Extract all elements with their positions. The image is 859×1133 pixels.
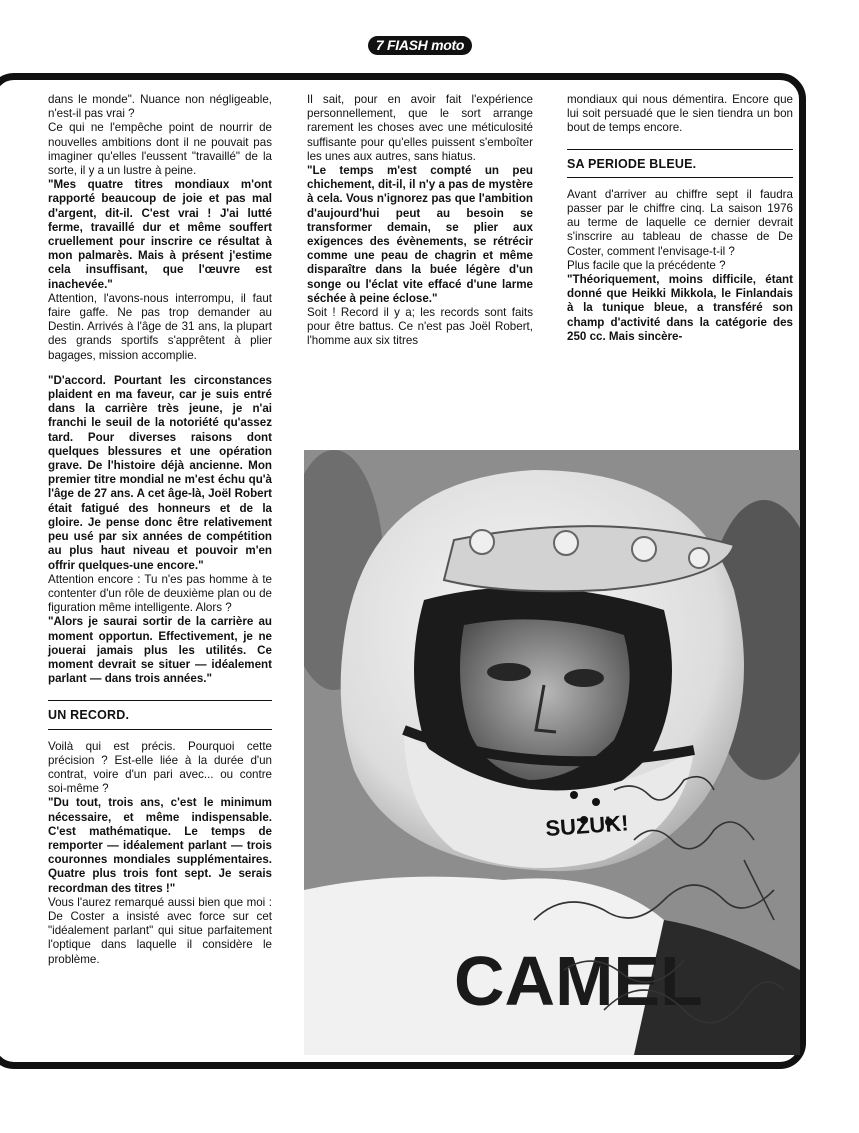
quote-paragraph: "Le temps m'est compté un peu chichement, dit-il, il n'y a pas de mystère à cela. Vous n'ignorez pas que l'ambition d'aujourd'hui peut au besoin se transformer demain, se plier aux exigences des évènements, se rétrécir comme une peau de chagrin et même disparaître dans la buée légère d'un songe ou l'éclat vite effacé d'une larme séchée à peine éclose." (307, 164, 533, 305)
quote-paragraph: "Du tout, trois ans, c'est le minimum nécessaire, et même indispensable. C'est mathématique. Le temps de remporter — idéalement parlant — trois couronnes mondiales supplémentaires. Quatre plus trois font sept. Je serais recordman des titres !" (48, 796, 272, 895)
quote-paragraph: "Mes quatre titres mondiaux m'ont rapporté beaucoup de joie et pas mal d'argent, dit-il. C'est vrai ! J'ai lutté ferme, travaillé dur et même souffert cruellement pour inscrire ce résultat à mon palmarès. Mais à présent j'estime cela insuffisant, que l'œuvre est inachevée." (48, 178, 272, 291)
section-heading: UN RECORD. (48, 700, 272, 729)
paragraph: Vous l'aurez remarqué aussi bien que moi : De Coster a insisté avec force sur cet "idéalement parlant" qui situe parfaitement l'optique dans laquelle il considère le problème. (48, 895, 272, 966)
quote-paragraph: "Théoriquement, moins difficile, étant donné que Heikki Mikkola, le Finlandais à la tunique bleue, a transféré son champ d'activité dans la catégorie des 250 cc. Mais sincère- (567, 273, 793, 343)
text-column-1 (48, 93, 272, 967)
paragraph: Soit ! Record il y a; les records sont faits pour être battus. Ce n'est pas Joël Robert, l'homme aux six titres (307, 306, 533, 348)
paragraph: mondiaux qui nous démentira. Encore que lui soit persuadé que le sien tiendra un bon bout de temps encore. (567, 93, 793, 135)
rider-helmet-illustration (304, 450, 800, 1055)
paragraph: Avant d'arriver au chiffre sept il faudra passer par le chiffre cinq. La saison 1976 au terme de laquelle ce dernier devrait s'inscrire au tableau de chasse de De Coster, comment l'envisage-t-il ? (567, 187, 793, 258)
text-column-3 (567, 93, 793, 344)
paragraph: Ce qui ne l'empêche point de nourrir de nouvelles ambitions dont il ne pouvait pas imaginer qu'elles l'eussent "travaillé" de la sorte, il y a un lustre à peine. (48, 121, 272, 178)
rider-photo (304, 450, 800, 1055)
paragraph: Plus facile que la précédente ? (567, 258, 726, 272)
paragraph: Voilà qui est précis. Pourquoi cette précision ? Est-elle liée à la durée d'un contrat, voire d'un pari avec... ou contre soi-même ? (48, 739, 272, 796)
quote-paragraph: "D'accord. Pourtant les circonstances plaident en ma faveur, car je suis entré dans la carrière très jeune, je n'ai franchi le seuil de la notoriété qu'assez tard. Pour diverses raisons dont quelques blessures et une opération grave. De l'histoire déjà ancienne. Mon premier titre mondial ne m'est échu qu'à l'âge de 27 ans. A cet âge-là, Joël Robert était fatigué des honneurs et de la gloire. Je pense donc être relativement peu usé par six années de compétition au plus haut niveau et pouvoir m'en offrir quelques-une encore." (48, 373, 272, 572)
helmet-logo-text: SUZUK! (544, 810, 630, 841)
paragraph: Il sait, pour en avoir fait l'expérience personnellement, que le sort arrange rarement les choses avec une méticulosité suffisante pour qu'elles puissent s'emboîter les unes aux autres, sans hiatus. (307, 93, 533, 163)
magazine-page-badge: 7 FIASH moto (368, 36, 472, 55)
section-heading: SA PERIODE BLEUE. (567, 149, 793, 178)
quote-paragraph: "Alors je saurai sortir de la carrière au moment opportun. Effectivement, je ne jouerai jamais plus les utilités. Ce moment devrait se situer — idéalement parlant — dans trois années." (48, 615, 272, 686)
paragraph: dans le monde". Nuance non négligeable, n'est-il pas vrai ? (48, 93, 272, 121)
jersey-logo-text: CAMEL (454, 942, 703, 1020)
paragraph: Attention encore : Tu n'es pas homme à te contenter d'un rôle de deuxième plan ou de figuration même intelligente. Alors ? (48, 572, 272, 615)
paragraph: Attention, l'avons-nous interrompu, il faut faire gaffe. Ne pas trop demander au Destin. Arrivés à l'âge de 31 ans, la plupart des grands sportifs s'apprêtent à plier bagages, mission accomplie. (48, 291, 272, 362)
text-column-2 (307, 93, 533, 349)
